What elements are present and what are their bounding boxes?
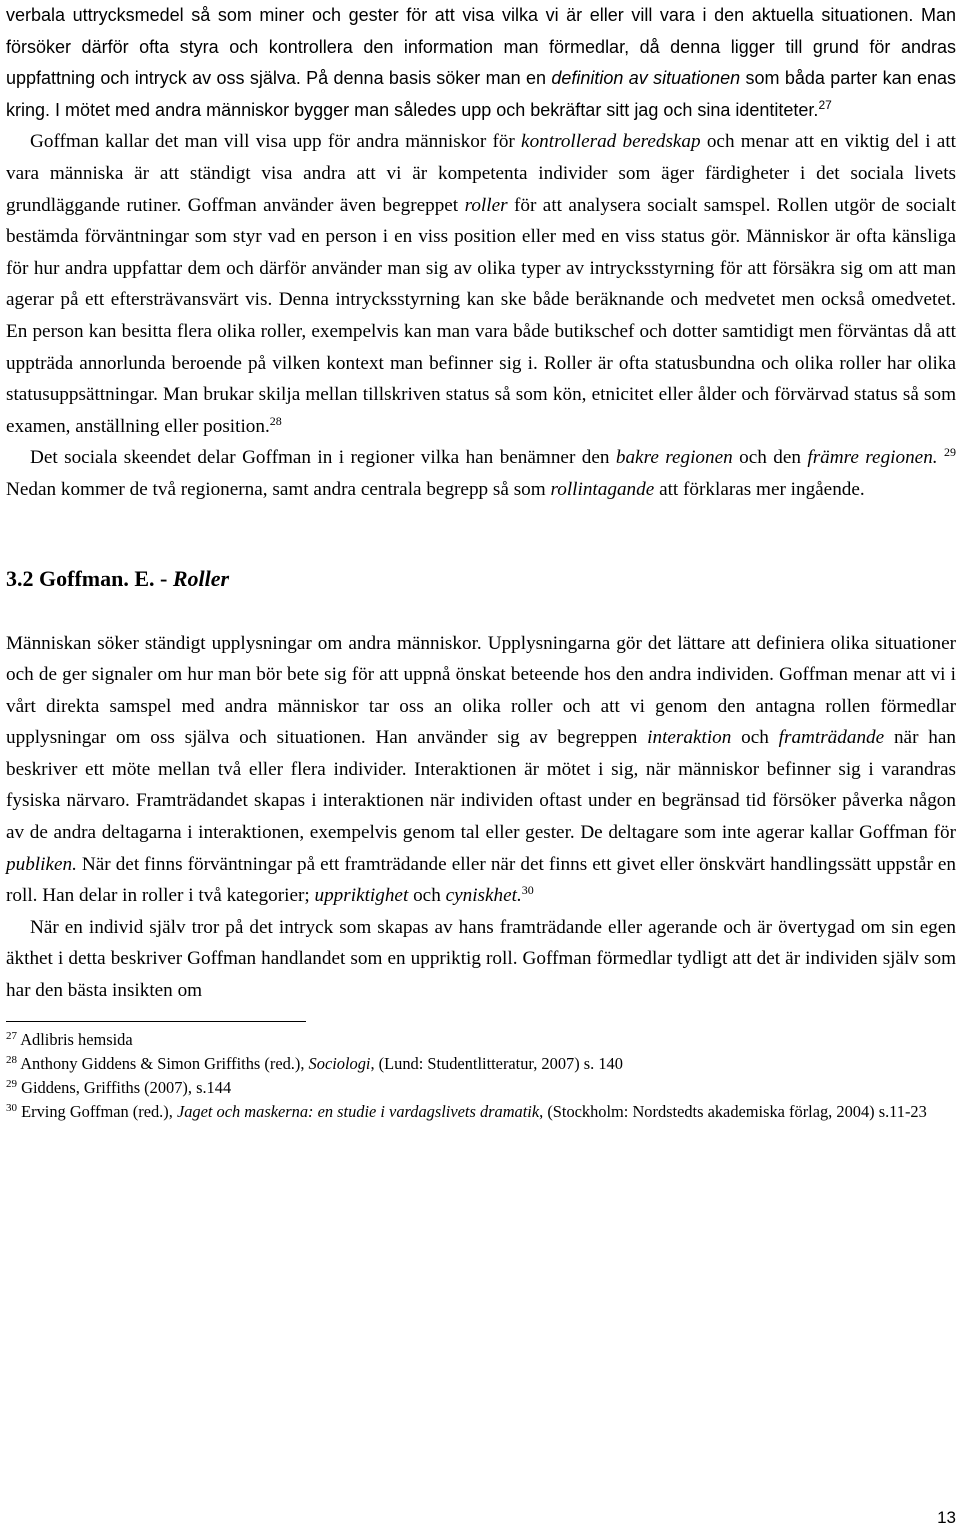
- footnote-text: Erving Goffman (red.),: [21, 1101, 177, 1121]
- paragraph-1: [6, 0, 956, 126]
- footnote-number: 28: [6, 1053, 17, 1066]
- text-span: att förklaras mer ingående.: [654, 478, 865, 500]
- text-span: Människan söker ständigt upplysningar om andra människor. Upplysningarna gör det lättare att definiera olika situationer och de ger signaler om hur man bör bete sig för att uppnå önskat beteende hos den andra individen. Goffman menar att vi i vårt direkta samspel med andra människor tar oss an olika roller och att vi genom den antagna rollen förmedlar upplysningar om oss själva och situationen. Han använder sig av begreppen: [6, 632, 956, 749]
- document-page: [6, 0, 956, 1124]
- heading-number: 3.2 Goffman. E. -: [6, 565, 173, 591]
- emphasis-text: främre regionen.: [807, 447, 938, 469]
- footnote-number: 29: [6, 1077, 17, 1090]
- text-span: när han beskriver ett möte mellan två eller flera individer. Interaktionen är mötet i sig, när människor befinner sig i varandras fysiska närvaro. Framträdandet skapas i interaktionen när individen oftast under en begränsad tid försöker påverka någon av de andra deltagarna i interaktionen, exempelvis genom tal eller gester. De deltagare som inte agerar kallar Goffman för: [6, 727, 956, 844]
- emphasis-text: roller: [464, 194, 508, 216]
- emphasis-text: publiken.: [6, 853, 77, 875]
- paragraph-2: [6, 126, 956, 442]
- emphasis-text: bakre regionen: [615, 447, 733, 469]
- footnote-27: [6, 1028, 956, 1052]
- text-span: och: [731, 727, 779, 749]
- footnote-divider: [6, 1021, 306, 1022]
- footnote-number: 27: [6, 1029, 17, 1042]
- footnote-text: , (Lund: Studentlitteratur, 2007) s. 140: [370, 1053, 623, 1073]
- text-span: och den: [732, 447, 808, 469]
- emphasis-text: kontrollerad beredskap: [521, 131, 701, 153]
- footnote-title: Sociologi: [308, 1053, 371, 1073]
- text-span: Goffman kallar det man vill visa upp för andra människor för: [30, 131, 522, 153]
- emphasis-text: interaktion: [647, 727, 732, 749]
- text-span: som båda parter kan enas kring. I mötet med andra människor bygger man således upp och bekräftar sitt jag och sina identiteter.: [6, 68, 956, 120]
- footnote-ref-29[interactable]: 29: [944, 445, 957, 460]
- text-span: Nedan kommer de två regionerna, samt andra centrala begrepp så som: [6, 478, 551, 500]
- text-span: När det finns förväntningar på ett framträdande eller när det finns ett givet eller önskvärt handlingssätt uppstår en roll. Han delar in roller i två kategorier;: [6, 853, 956, 907]
- emphasis-text: uppriktighet: [314, 885, 409, 907]
- paragraph-5: [6, 912, 956, 1007]
- text-span: för att analysera socialt samspel. Rollen utgör de socialt bestämda förväntningar som styr vad en person i en viss position eller med en viss status gör. Människor är ofta känsliga för hur andra uppfattar dem och därför använder man sig av olika typer av intrycksstyrning för att försäkra sig om att man agerar på ett eftersträvansvärt vis. Denna intrycksstyrning kan ske både beräknande och medvetet men också omedvetet. En person kan besitta flera olika roller, exempelvis kan man vara både butikschef och dotter samtidigt men förväntas då att uppträda annorlunda beroende på vilken kontext man befinner sig i. Roller är ofta statusbundna och olika roller har olika statusuppsättningar. Man brukar skilja mellan tillskriven status så som kön, etnicitet eller ålder och förvärvad status så som examen, anställning eller position.: [6, 194, 956, 437]
- footnote-text: Giddens, Griffiths (2007), s.144: [21, 1077, 232, 1097]
- text-span: Det sociala skeendet delar Goffman in i regioner vilka han benämner den: [30, 447, 616, 469]
- footnotes: [6, 1028, 956, 1124]
- paragraph-4: [6, 628, 956, 912]
- footnote-text: , (Stockholm: Nordstedts akademiska förlag, 2004) s.11-23: [539, 1101, 927, 1121]
- page-number: 13: [937, 1508, 956, 1527]
- footnote-ref-27[interactable]: 27: [818, 97, 832, 112]
- footnote-30: [6, 1100, 956, 1124]
- emphasis-text: cyniskhet.: [445, 885, 522, 907]
- emphasis-text: definition av situationen: [551, 68, 741, 89]
- footnote-28: [6, 1052, 956, 1076]
- text-span: och: [408, 885, 446, 907]
- emphasis-text: framträdande: [778, 727, 885, 749]
- footnote-text: Adlibris hemsida: [20, 1029, 133, 1049]
- footnote-text: Anthony Giddens & Simon Griffiths (red.),: [20, 1053, 309, 1073]
- footnote-29: [6, 1076, 956, 1100]
- footnote-title: Jaget och maskerna: en studie i vardagslivets dramatik: [176, 1101, 540, 1121]
- text-span: verbala uttrycksmedel så som miner och gester för att visa vilka vi är eller vill vara i den aktuella situationen. Man försöker därför ofta styra och kontrollera den information man förmedlar, då denna ligger till grund för andras uppfattning och intryck av oss själva. På denna basis söker man en: [6, 5, 956, 89]
- footnote-number: 30: [6, 1101, 17, 1114]
- footnote-ref-30[interactable]: 30: [521, 883, 534, 898]
- section-heading: [6, 564, 956, 594]
- heading-title: Roller: [172, 565, 230, 591]
- paragraph-3: [6, 442, 956, 505]
- text-span: När en individ själv tror på det intryck som skapas av hans framträdande eller agerande och är övertygad om sin egen äkthet i detta beskriver Goffman handlandet som en uppriktig roll. Goffman förmedlar tydligt att det är individen själv som har den bästa insikten om: [6, 916, 956, 1002]
- footnote-ref-28[interactable]: 28: [269, 413, 282, 428]
- text-span: och menar att en viktig del i att vara människa är att ständigt visa andra att vi är kompetenta individer som äger färdigheter i det sociala livets grundläggande rutiner. Goffman använder även begreppet: [6, 131, 956, 216]
- emphasis-text: rollintagande: [550, 478, 655, 500]
